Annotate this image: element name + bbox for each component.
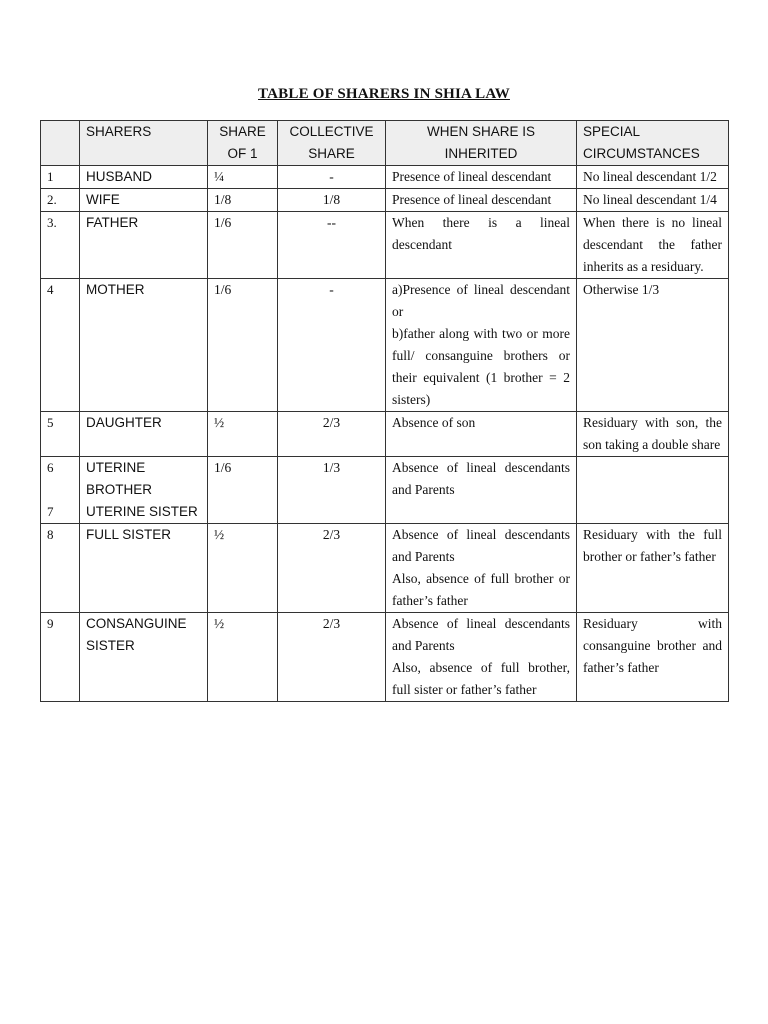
header-sharers: SHARERS [80,121,208,166]
row-share: 1/6 [208,457,278,524]
table-row [41,457,729,524]
row-share: ½ [208,524,278,613]
row-special-circumstances: No lineal descendant 1/2 [577,166,729,189]
row-share: 1/6 [208,279,278,412]
header-share-of-1: SHARE OF 1 [208,121,278,166]
row-share: ¼ [208,166,278,189]
row-number: 5 [41,412,80,457]
table-row [41,279,729,412]
row-share: ½ [208,412,278,457]
row-number-b: 7 [47,504,54,519]
row-number [41,457,80,524]
table-row [41,613,729,702]
row-number: 8 [41,524,80,613]
row-when-inherited: Absence of son [386,412,577,457]
header-number [41,121,80,166]
row-sharer: HUSBAND [80,166,208,189]
row-sharer: FATHER [80,212,208,279]
row-number: 1 [41,166,80,189]
row-collective-share: 2/3 [278,613,386,702]
row-special-circumstances: No lineal descendant 1/4 [577,189,729,212]
when-condition-b: b)father along with two or more full/ consanguine brothers or their equivalent (1 brother = 2 sisters) [392,326,570,407]
table-row [41,212,729,279]
row-collective-share: -- [278,212,386,279]
table-row [41,412,729,457]
table-row [41,524,729,613]
table-row [41,166,729,189]
row-when-inherited: Presence of lineal descendant [386,166,577,189]
row-collective-share: 1/8 [278,189,386,212]
row-special-circumstances: Otherwise 1/3 [577,279,729,412]
when-condition-a: a)Presence of lineal descendant or [392,282,570,319]
row-sharer [80,457,208,524]
row-when-inherited: When there is a lineal descendant [386,212,577,279]
table-row [41,189,729,212]
row-sharer-b: UTERINE SISTER [86,504,198,519]
row-number: 3. [41,212,80,279]
row-when-inherited [386,613,577,702]
row-special-circumstances: Residuary with the full brother or father’s father [577,524,729,613]
row-collective-share: 1/3 [278,457,386,524]
table-header-row [41,121,729,166]
row-number: 4 [41,279,80,412]
row-number: 2. [41,189,80,212]
row-collective-share: 2/3 [278,412,386,457]
row-share: 1/6 [208,212,278,279]
row-when-inherited [386,279,577,412]
row-when-inherited: Absence of lineal descendants and Parents [386,457,577,524]
when-condition-a: Absence of lineal descendants and Parents [392,616,570,653]
row-sharer: CONSANGUINE SISTER [80,613,208,702]
header-collective-share: COLLECTIVE SHARE [278,121,386,166]
row-collective-share: - [278,166,386,189]
row-sharer: WIFE [80,189,208,212]
row-share: 1/8 [208,189,278,212]
row-number: 9 [41,613,80,702]
row-collective-share: - [278,279,386,412]
row-special-circumstances: Residuary with consanguine brother and father’s father [577,613,729,702]
header-when-inherited: WHEN SHARE IS INHERITED [386,121,577,166]
row-special-circumstances: When there is no lineal descendant the father inherits as a residuary. [577,212,729,279]
row-share: ½ [208,613,278,702]
row-number-spacer [47,479,73,501]
when-condition-b: Also, absence of full brother or father’s father [392,571,570,608]
row-special-circumstances [577,457,729,524]
header-special-circumstances: SPECIAL CIRCUMSTANCES [577,121,729,166]
when-condition-b: Also, absence of full brother, full sister or father’s father [392,660,570,697]
row-sharer-a: UTERINE BROTHER [86,460,153,497]
row-sharer: FULL SISTER [80,524,208,613]
row-special-circumstances: Residuary with son, the son taking a double share [577,412,729,457]
row-number-a: 6 [47,460,54,475]
document-title: TABLE OF SHARERS IN SHIA LAW [258,86,510,102]
sharers-table [40,120,729,702]
row-sharer: DAUGHTER [80,412,208,457]
row-sharer: MOTHER [80,279,208,412]
row-when-inherited [386,524,577,613]
row-collective-share: 2/3 [278,524,386,613]
when-condition-a: Absence of lineal descendants and Parents [392,527,570,564]
row-when-inherited: Presence of lineal descendant [386,189,577,212]
